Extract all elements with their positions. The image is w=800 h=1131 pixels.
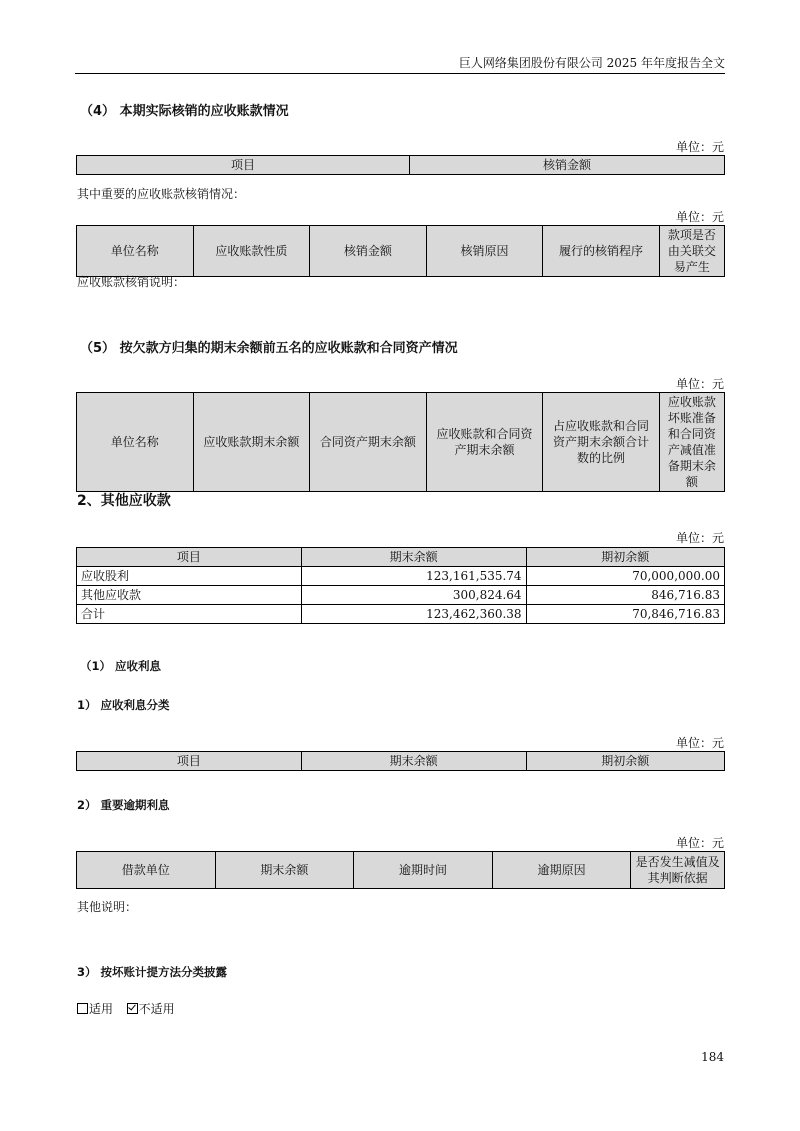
table-header-cell: 应收账款性质 (193, 226, 310, 277)
row-item: 其他应收款 (77, 586, 302, 605)
applicable-checkbox[interactable] (77, 1003, 88, 1014)
unit-label: 单位：元 (675, 836, 724, 850)
table-header-cell: 应收账款坏账准备和合同资产减值准备期末余额 (659, 393, 724, 492)
table-header-cell: 期末余额 (301, 752, 526, 771)
table-header-cell: 项目 (77, 156, 410, 175)
not-applicable-checkbox[interactable] (127, 1003, 138, 1014)
unit-label: 单位：元 (675, 377, 724, 391)
table-header-cell: 项目 (77, 548, 302, 567)
interest-classification-table (76, 751, 725, 771)
table-header-cell: 期末余额 (215, 852, 354, 889)
row-end-balance: 300,824.64 (301, 586, 526, 605)
unit-label: 单位：元 (675, 140, 724, 154)
not-applicable-label: 不适用 (138, 1002, 175, 1016)
table-header-cell: 核销金额 (310, 226, 427, 277)
document-header: 巨人网络集团股份有限公司 2025 年年度报告全文 (458, 56, 725, 70)
row-item: 合计 (77, 605, 302, 624)
table-header-cell: 核销原因 (426, 226, 543, 277)
table-header-cell: 应收账款和合同资产期末余额 (426, 393, 543, 492)
applicability-options (77, 1000, 175, 1017)
other-receivables-title: 2、其他应收款 (77, 493, 171, 509)
table-header-cell: 占应收账款和合同资产期末余额合计数的比例 (543, 393, 660, 492)
unit-label: 单位：元 (675, 210, 724, 224)
table-header-cell: 履行的核销程序 (543, 226, 660, 277)
table-header-cell: 项目 (77, 752, 302, 771)
table-header-cell: 逾期原因 (492, 852, 631, 889)
table-header-cell: 是否发生减值及其判断依据 (631, 852, 725, 889)
interest-classification-title: 1） 应收利息分类 (77, 698, 170, 712)
table-header-cell: 核销金额 (410, 156, 725, 175)
table-header-cell: 合同资产期末余额 (310, 393, 427, 492)
page-number: 184 (701, 1050, 724, 1064)
applicable-label: 适用 (89, 1002, 114, 1016)
other-note-label: 其他说明： (77, 900, 138, 914)
writeoff-summary-table (76, 155, 725, 175)
table-row (77, 567, 725, 586)
row-end-balance: 123,462,360.38 (301, 605, 526, 624)
overdue-interest-title: 2） 重要逾期利息 (77, 798, 170, 812)
row-begin-balance: 846,716.83 (526, 586, 724, 605)
overdue-interest-table (76, 851, 725, 889)
table-header-cell: 单位名称 (77, 226, 194, 277)
table-header-cell: 期初余额 (526, 752, 724, 771)
table-header-cell: 应收账款期末余额 (193, 393, 310, 492)
important-writeoff-table (76, 225, 725, 277)
writeoff-explain-label: 应收账款核销说明： (77, 275, 186, 289)
row-end-balance: 123,161,535.74 (301, 567, 526, 586)
unit-label: 单位：元 (675, 531, 724, 545)
table-row (77, 586, 725, 605)
table-header-cell: 期初余额 (526, 548, 724, 567)
table-header-cell: 逾期时间 (354, 852, 493, 889)
table-header-cell: 期末余额 (301, 548, 526, 567)
interest-title: （1） 应收利息 (80, 659, 162, 673)
section-5-title: （5） 按欠款方归集的期末余额前五名的应收账款和合同资产情况 (80, 341, 458, 356)
bad-debt-method-title: 3） 按坏账计提方法分类披露 (77, 965, 228, 979)
table-header-cell: 单位名称 (77, 393, 194, 492)
table-header-cell: 款项是否由关联交易产生 (659, 226, 724, 277)
row-item: 应收股利 (77, 567, 302, 586)
unit-label: 单位：元 (675, 736, 724, 750)
other-receivables-table (76, 547, 725, 624)
row-begin-balance: 70,000,000.00 (526, 567, 724, 586)
header-rule (75, 73, 725, 74)
important-writeoff-label: 其中重要的应收账款核销情况： (77, 187, 246, 201)
top5-receivables-table (76, 392, 725, 492)
table-header-cell: 借款单位 (77, 852, 216, 889)
row-begin-balance: 70,846,716.83 (526, 605, 724, 624)
section-4-title: （4） 本期实际核销的应收账款情况 (80, 104, 289, 119)
table-row (77, 605, 725, 624)
